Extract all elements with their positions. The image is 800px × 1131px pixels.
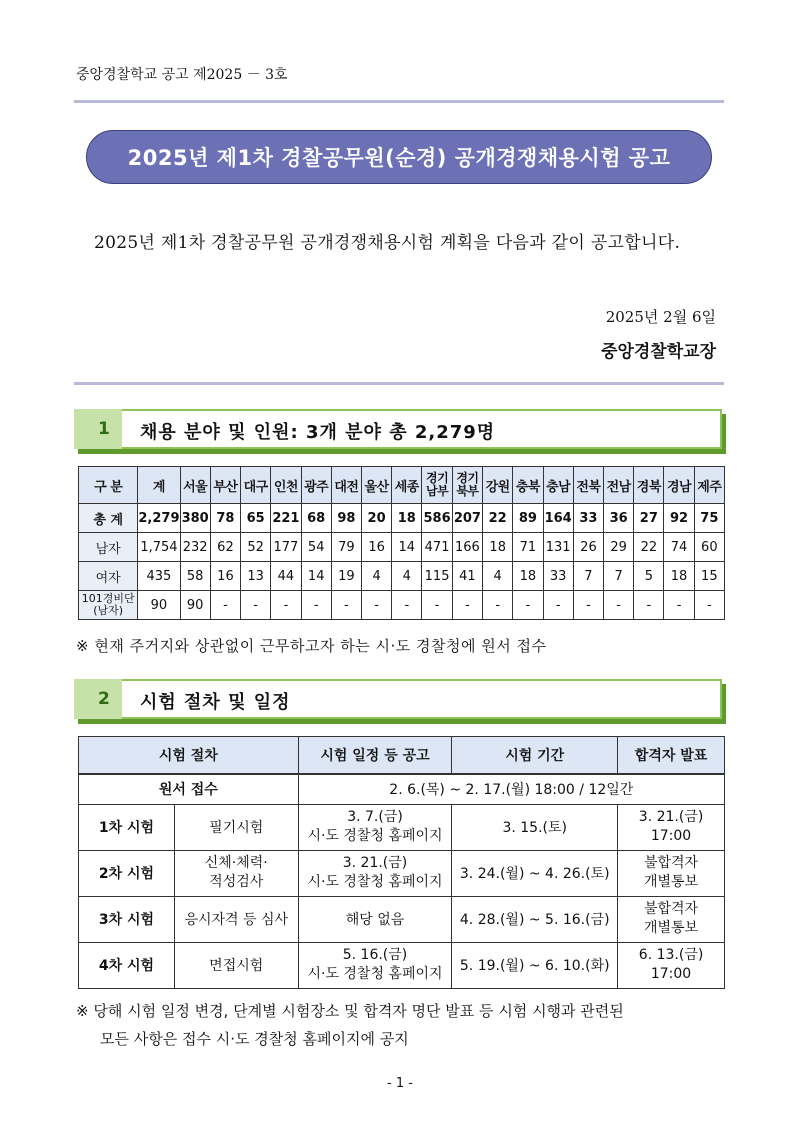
top-divider — [74, 100, 724, 103]
result-line: 개별통보 — [643, 874, 699, 890]
table-row — [79, 850, 725, 896]
table-row — [79, 504, 725, 533]
header-cell: 경기 북부 — [452, 467, 482, 504]
header-cell: 시험 일정 등 공고 — [298, 737, 452, 775]
result-line: 불합격자 — [643, 901, 699, 917]
table-cell: 4 — [483, 562, 513, 591]
table-cell: 15 — [694, 562, 724, 591]
result-line: 6. 13.(금) — [638, 947, 704, 963]
table-cell: 90 — [180, 591, 210, 620]
schedule-table — [78, 736, 725, 989]
notice-cell — [298, 804, 452, 850]
table-cell: - — [241, 591, 271, 620]
section-number: 1 — [98, 419, 110, 439]
table-cell: 16 — [210, 562, 240, 591]
table-cell: 14 — [301, 562, 331, 591]
result-line: 불합격자 — [643, 855, 699, 871]
table-cell: - — [301, 591, 331, 620]
table-cell: 115 — [422, 562, 452, 591]
result-cell — [618, 896, 725, 942]
table-cell: 2,279 — [138, 504, 180, 533]
table-cell: - — [483, 591, 513, 620]
note-line: ※ 당해 시험 일정 변경, 단계별 시험장소 및 합격자 명단 발표 등 시험 시행과 관련된 — [76, 1002, 624, 1020]
table-cell: - — [362, 591, 392, 620]
application-period: 2. 6.(목) ~ 2. 17.(월) 18:00 / 12일간 — [298, 774, 724, 804]
section-title: 채용 분야 및 인원: 3개 분야 총 2,279명 — [140, 422, 496, 443]
header-cell: 충북 — [513, 467, 543, 504]
table-cell: 380 — [180, 504, 210, 533]
table-cell: 4 — [362, 562, 392, 591]
table-cell: 33 — [543, 562, 573, 591]
notice-date: 3. 7.(금) — [347, 809, 403, 825]
table-cell: 1,754 — [138, 533, 180, 562]
header-cell: 서울 — [180, 467, 210, 504]
header-cell: 인천 — [271, 467, 301, 504]
signer: 중앙경찰학교장 — [601, 342, 716, 362]
table-cell: - — [664, 591, 694, 620]
table-cell: 14 — [392, 533, 422, 562]
header-cell: 구 분 — [79, 467, 138, 504]
table-cell: 62 — [210, 533, 240, 562]
table-cell: 52 — [241, 533, 271, 562]
table-cell: 435 — [138, 562, 180, 591]
table-row — [79, 896, 725, 942]
exam-name-cell: 응시자격 등 심사 — [174, 896, 298, 942]
table-cell: - — [392, 591, 422, 620]
header-cell: 광주 — [301, 467, 331, 504]
notice-cell — [298, 850, 452, 896]
table-cell: 7 — [604, 562, 634, 591]
table-header-row — [79, 737, 725, 775]
row-label: 남자 — [79, 533, 138, 562]
table-row — [79, 562, 725, 591]
table-row — [79, 533, 725, 562]
document-title: 2025년 제1차 경찰공무원(순경) 공개경쟁채용시험 공고 — [86, 130, 712, 184]
table-cell: - — [210, 591, 240, 620]
table-cell: 71 — [513, 533, 543, 562]
table-cell: 19 — [331, 562, 361, 591]
stage-cell: 1차 시험 — [79, 804, 175, 850]
table-cell: 7 — [573, 562, 603, 591]
result-line: 개별통보 — [643, 920, 699, 936]
table-cell: 177 — [271, 533, 301, 562]
table-cell: 78 — [210, 504, 240, 533]
header-cell: 부산 — [210, 467, 240, 504]
notice-where: 시·도 경찰청 홈페이지 — [307, 828, 443, 844]
table-cell: 207 — [452, 504, 482, 533]
table-row — [79, 774, 725, 804]
table-cell: 20 — [362, 504, 392, 533]
table-cell: 164 — [543, 504, 573, 533]
table-cell: - — [573, 591, 603, 620]
table-cell: 29 — [604, 533, 634, 562]
result-cell — [618, 942, 725, 988]
header-cell: 강원 — [483, 467, 513, 504]
table-cell: 79 — [331, 533, 361, 562]
header-cell: 경기 남부 — [422, 467, 452, 504]
header-cell: 세종 — [392, 467, 422, 504]
header-cell: 제주 — [694, 467, 724, 504]
section-1-heading — [74, 409, 724, 451]
row-label: 총 계 — [79, 504, 138, 533]
table-cell: 18 — [513, 562, 543, 591]
table-body — [79, 504, 725, 620]
notice-where: 시·도 경찰청 홈페이지 — [307, 966, 443, 982]
recruitment-table — [78, 466, 725, 620]
table-cell: - — [422, 591, 452, 620]
stage-cell: 3차 시험 — [79, 896, 175, 942]
table-cell: 33 — [573, 504, 603, 533]
exam-name-line: 신체·체력· — [204, 855, 268, 871]
table-cell: 16 — [362, 533, 392, 562]
table-cell: 44 — [271, 562, 301, 591]
header-cell: 계 — [138, 467, 180, 504]
table-cell: 74 — [664, 533, 694, 562]
period-cell: 4. 28.(월) ~ 5. 16.(금) — [452, 896, 618, 942]
header-cell: 시험 절차 — [79, 737, 299, 775]
table-cell: - — [543, 591, 573, 620]
period-cell: 3. 15.(토) — [452, 804, 618, 850]
header-cell: 경남 — [664, 467, 694, 504]
result-cell — [618, 850, 725, 896]
table-cell: 166 — [452, 533, 482, 562]
row-label: 여자 — [79, 562, 138, 591]
notice-number: 중앙경찰학교 공고 제2025 － 3호 — [76, 67, 288, 83]
table-cell: 471 — [422, 533, 452, 562]
table-cell: 221 — [271, 504, 301, 533]
table-cell: 92 — [664, 504, 694, 533]
exam-name-line: 적성검사 — [209, 874, 264, 890]
table-cell: 4 — [392, 562, 422, 591]
header-cell: 대전 — [331, 467, 361, 504]
table-cell: 131 — [543, 533, 573, 562]
exam-name-cell — [174, 850, 298, 896]
section-1-note: ※ 현재 주거지와 상관없이 근무하고자 하는 시·도 경찰청에 원서 접수 — [76, 637, 547, 655]
page-number: - 1 - — [387, 1076, 413, 1091]
table-cell: 22 — [483, 504, 513, 533]
stage-cell: 2차 시험 — [79, 850, 175, 896]
table-row — [79, 942, 725, 988]
table-cell: 60 — [694, 533, 724, 562]
table-cell: 5 — [634, 562, 664, 591]
table-cell: 18 — [483, 533, 513, 562]
table-cell: 58 — [180, 562, 210, 591]
header-cell: 전남 — [604, 467, 634, 504]
table-cell: 18 — [664, 562, 694, 591]
section-number: 2 — [98, 689, 110, 709]
exam-name-cell: 필기시험 — [174, 804, 298, 850]
table-cell: 41 — [452, 562, 482, 591]
section-title: 시험 절차 및 일정 — [140, 692, 291, 713]
table-cell: 26 — [573, 533, 603, 562]
notice-cell: 해당 없음 — [298, 896, 452, 942]
note-line: 모든 사항은 접수 시·도 경찰청 홈페이지에 공지 — [100, 1030, 409, 1048]
table-cell: 586 — [422, 504, 452, 533]
table-cell: 75 — [694, 504, 724, 533]
table-cell: - — [513, 591, 543, 620]
notice-where: 시·도 경찰청 홈페이지 — [307, 874, 443, 890]
header-cell: 시험 기간 — [452, 737, 618, 775]
table-cell: - — [694, 591, 724, 620]
table-cell: 65 — [241, 504, 271, 533]
header-cell: 충남 — [543, 467, 573, 504]
table-cell: - — [604, 591, 634, 620]
table-cell: 90 — [138, 591, 180, 620]
header-cell: 합격자 발표 — [618, 737, 725, 775]
notice-date: 3. 21.(금) — [342, 855, 408, 871]
middle-divider — [74, 382, 724, 385]
header-cell: 울산 — [362, 467, 392, 504]
result-line: 17:00 — [650, 966, 692, 982]
period-cell: 5. 19.(월) ~ 6. 10.(화) — [452, 942, 618, 988]
notice-date: 2025년 2월 6일 — [605, 308, 716, 326]
table-cell: - — [634, 591, 664, 620]
table-cell: - — [331, 591, 361, 620]
table-cell: 89 — [513, 504, 543, 533]
table-cell: - — [452, 591, 482, 620]
table-cell: 232 — [180, 533, 210, 562]
application-label: 원서 접수 — [79, 774, 299, 804]
table-cell: 98 — [331, 504, 361, 533]
table-cell: - — [271, 591, 301, 620]
result-line: 17:00 — [650, 828, 692, 844]
table-cell: 54 — [301, 533, 331, 562]
header-cell: 경북 — [634, 467, 664, 504]
table-cell: 18 — [392, 504, 422, 533]
section-2-note — [76, 997, 726, 1053]
table-cell: 22 — [634, 533, 664, 562]
notice-date: 5. 16.(금) — [342, 947, 408, 963]
row-label: 101경비단 (남자) — [79, 591, 138, 620]
table-cell: 13 — [241, 562, 271, 591]
table-cell: 68 — [301, 504, 331, 533]
period-cell: 3. 24.(월) ~ 4. 26.(토) — [452, 850, 618, 896]
table-cell: 36 — [604, 504, 634, 533]
intro-text: 2025년 제1차 경찰공무원 공개경쟁채용시험 계획을 다음과 같이 공고합니다. — [94, 233, 681, 253]
table-row — [79, 591, 725, 620]
section-2-heading — [74, 679, 724, 721]
header-cell: 전북 — [573, 467, 603, 504]
table-cell: 27 — [634, 504, 664, 533]
notice-cell — [298, 942, 452, 988]
exam-name-cell: 면접시험 — [174, 942, 298, 988]
table-header-row — [79, 467, 725, 504]
stage-cell: 4차 시험 — [79, 942, 175, 988]
header-cell: 대구 — [241, 467, 271, 504]
table-row — [79, 804, 725, 850]
result-cell — [618, 804, 725, 850]
result-line: 3. 21.(금) — [638, 809, 704, 825]
